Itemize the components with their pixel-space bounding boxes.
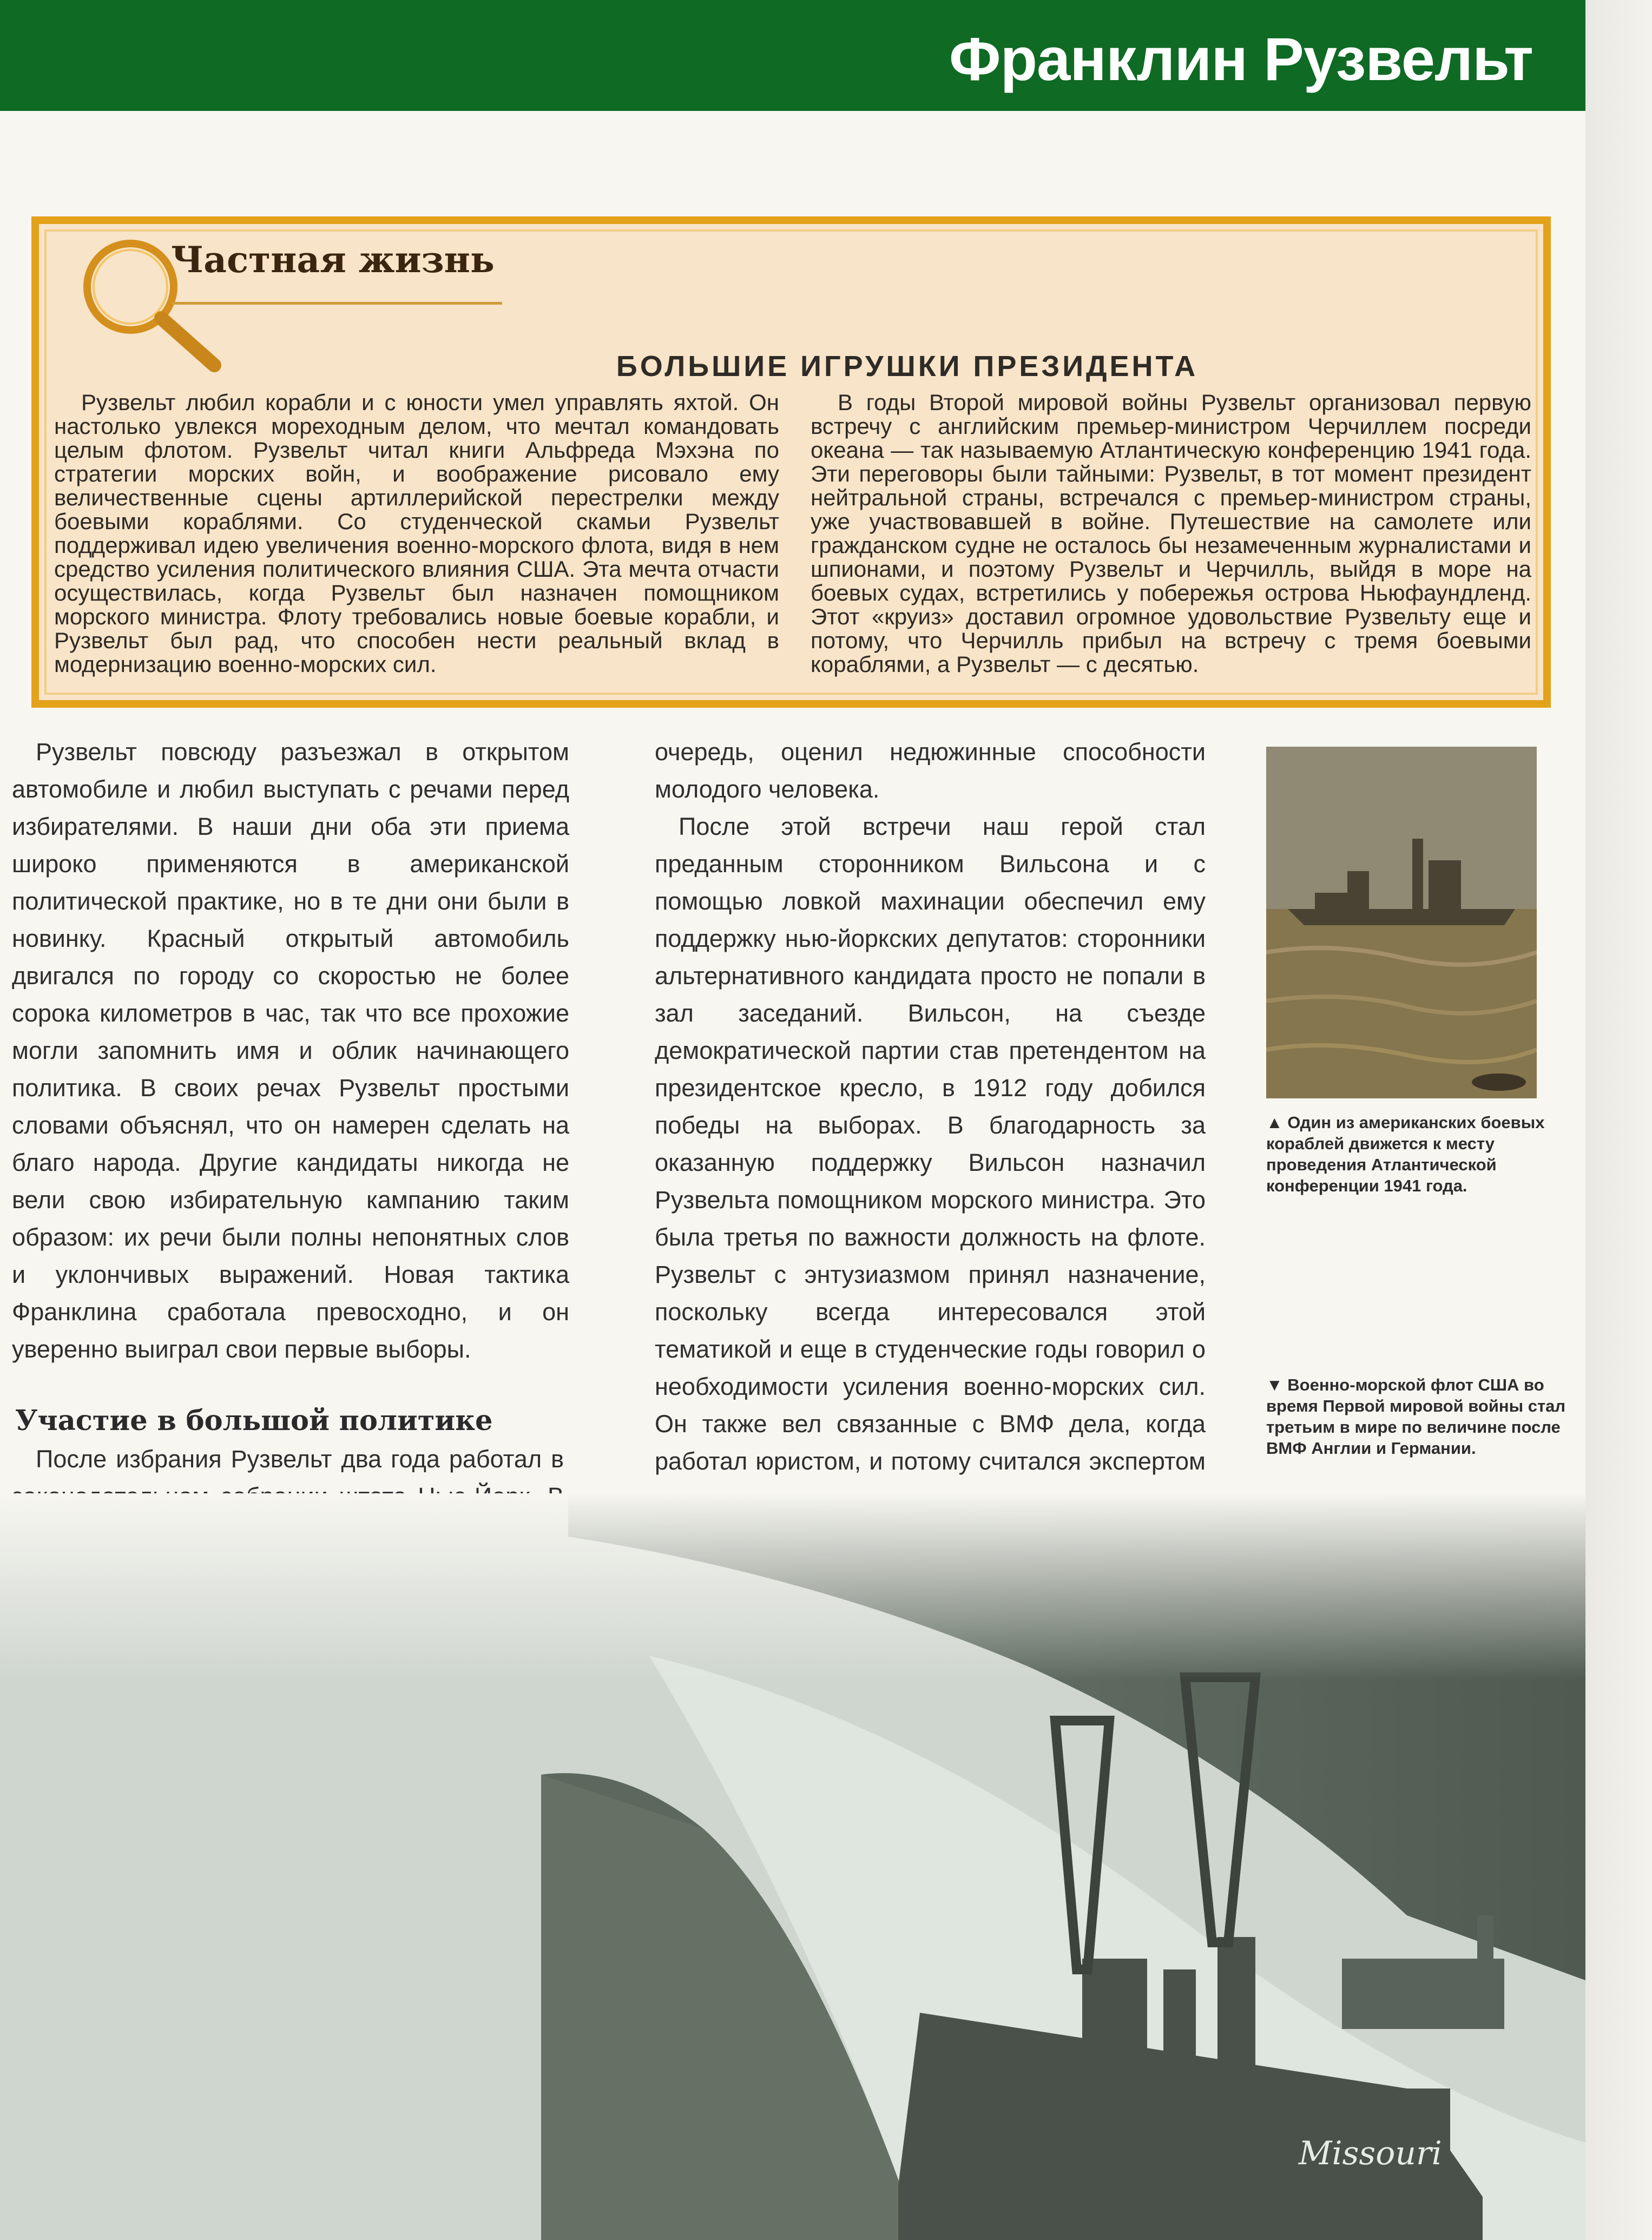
box-text-right: В годы Второй мировой войны Рузвельт организовал первую встречу с английским премьер-министром Черчиллем посреди океана — так называемую Атлантическую конференцию 1941 года. Эти переговоры были тайными: Рузвельт, в тот момент президент нейтральной страны, встречался с премьер-министром страны, уже участвовавшей в войне. Путешествие на самолете или гражданском судне не осталось бы незамеченным журналистами и шпионами, и поэтому Рузвельт и Черчилль, выйдя в море на боевых судах, встретились у побережья острова Ньюфаундленд. Этот «круиз» доставил огромное удовольствие Рузвельту еще и потому, что Черчилль прибыл на встречу с тремя боевыми кораблями, а Рузвельт — с десятью.: [811, 390, 1531, 677]
page-title: Франклин Рузвельт: [949, 25, 1533, 93]
paragraph: очередь, оценил недюжинные способности молодого человека.: [655, 738, 1206, 803]
warship-illustration: [1266, 747, 1537, 1098]
photo-caption-atlantic: ▲ Один из американских боевых кораблей движется к месту проведения Атлантической конференции 1941 года.: [1266, 1113, 1545, 1195]
paragraph: После этой встречи наш герой стал преданным сторонником Вильсона и с помощью ловкой махинации обеспечил ему поддержку нью-йоркских депутатов: сторонники альтернативного кандидата просто не попали в зал заседаний. Вильсон, на съезде демократической партии став претендентом на президентское кресло, в 1912 году добился победы на выборах. В благодарность за оказанную поддержку Вильсон назначил Рузвельта помощником морского министра. Это была третья по важности должность на флоте. Рузвельт с энтузиазмом принял назначение, поскольку всегда интересовался этой тематикой и еще в студенческие годы говорил о необходимости усиления военно-морских сил. Он также вел связанные с ВМФ дела, когда работал юристом, и потому считался экспертом: [655, 813, 1206, 1475]
paragraph: После избрания Рузвельт два года работал в: [36, 1445, 564, 1473]
box-label-underline: [171, 302, 502, 305]
box-text-left: Рузвельт любил корабли и с юности умел управлять яхтой. Он настолько увлекся мореходным делом, что мечтал командовать целым флотом. Рузвельт читал книги Альфреда Мэхэна по стратегии морских войн, и воображение рисовало ему величественные сцены артиллерийской перестрелки между боевыми кораблями. Со студенческой скамьи Рузвельт поддерживал идею увеличения военно-морского флота, видя в нем средство усиления политического влияния США. Эта мечта отчасти осуществилась, когда Рузвельт был назначен помощником морского министра. Флоту требовались новые боевые корабли, и Рузвельт был рад, что способен нести реальный вклад в модернизацию военно-морских сил.: [54, 390, 779, 677]
box-heading: БОЛЬШИЕ ИГРУШКИ ПРЕЗИДЕНТА: [616, 350, 1199, 383]
paragraph: Рузвельт повсюду разъезжал в открытом автомобиле и любил выступать с речами перед избирателями. В наши дни оба эти приема широко применяются в американской политической практике, но в те дни они были в новинку. Красный открытый автомобиль двигался по городу со скоростью не более сорока километров в час, так что все прохожие могли запомнить имя и облик начинающего политика. В своих речах Рузвельт простыми словами объяснял, что он намерен сделать на благо народа. Другие кандидаты никогда не вели свою избирательную кампанию таким образом: их речи были полны непонятных слов и уклончивых выражений. Новая тактика Франклина сработала превосходно, и он уверенно выиграл свои первые выборы.: [12, 738, 569, 1363]
photo-caption-fleet: ▼ Военно-морской флот США во время Первой мировой войны стал третьим в мире по величине после ВМФ Англии и Германии.: [1266, 1375, 1566, 1458]
column-1-top: [12, 733, 569, 1368]
warship-photo: [1266, 747, 1537, 1098]
battleship-canal-photo: [0, 1493, 1585, 2240]
page-edge: [1585, 0, 1652, 2240]
section-subheading: Участие в большой политике: [15, 1405, 493, 1437]
column-2: [655, 733, 1206, 1517]
box-label: Частная жизнь: [171, 239, 495, 281]
